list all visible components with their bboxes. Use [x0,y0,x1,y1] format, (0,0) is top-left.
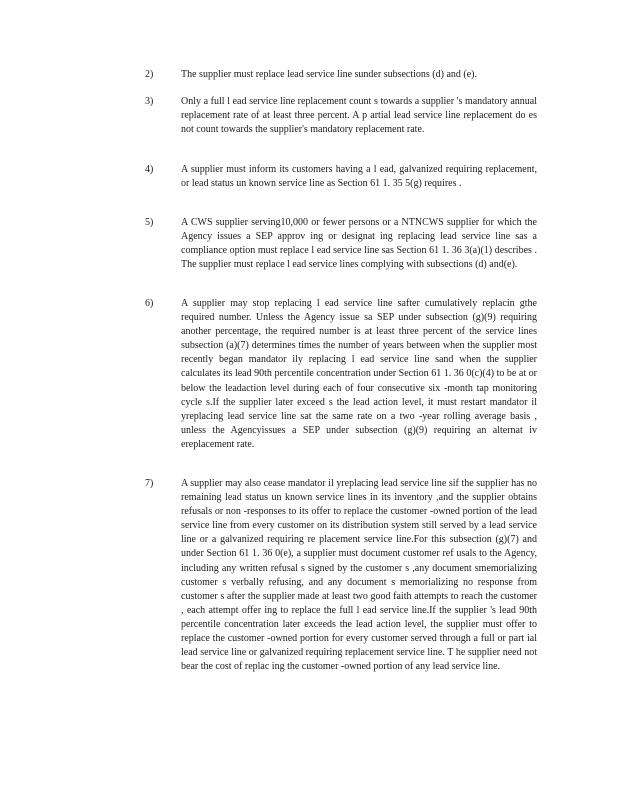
list-item-7 [145,477,545,674]
item-text: A supplier must inform its customers having a l ead, galvanized requiring replacement, or lead status un known service line as Section 61 1. 35 5(g) requires . [181,164,537,190]
list-item-2 [145,68,545,82]
list-item-6 [145,297,545,452]
item-number: 3) [145,96,154,107]
item-text: Only a full l ead service line replacement count s towards a supplier 's mandatory annual replacement rate of at least three percent. A p artial lead service line replacement do es not count towards the supplier's mandatory replacement rate. [181,96,537,136]
item-number: 6) [145,298,154,309]
item-text: A supplier may also cease mandator il yreplacing lead service line sif the supplier has no remaining lead status un known service lines in its inventory ,and the supplier obtains refusals or non -responses to its offer to replace the customer -owned portion of the lead service line from every customer on its distribution system still served by a lead service line or a galvanized requiring re placement service line.For this subsection (g)(7) and under Section 61 1. 36 0(e), a supplier must document customer ref usals to the Agency, including any written refusal s signed by the customer s ,any document smemorializing customer s verbally refusing, and any document s memorializing no response from customer s after the supplier made at least two good faith attempts to reach the customer , each attempt offer ing to replace the full l ead service line.If the supplier 's lead 90th percentile concentration later exceeds the lead action level, the supplier must offer to replace the customer -owned portion for every customer served through a full or part ial lead service line or galvanized requiring replacement service line. T he supplier need not bear the cost of replac ing the customer -owned portion of any lead service line. [181,478,537,673]
list-item-3 [145,95,545,137]
item-number: 2) [145,69,154,80]
item-number: 7) [145,478,154,489]
list-item-4 [145,163,545,191]
item-text: A CWS supplier serving10,000 or fewer persons or a NTNCWS supplier for which the Agency issues a SEP approv ing or designat ing replacing lead service line sas a compliance option must replace l ead service line sas Section 61 1. 36 3(a)(1) describes . The supplier must replace l ead service lines complying with subsections (d) and(e). [181,217,537,271]
item-number: 5) [145,217,154,228]
item-text: A supplier may stop replacing l ead service line safter cumulatively replacin gthe required number. Unless the Agency issue sa SEP under subsection (g)(9) requiring another percentage, the required number is at least three percent of the service lines subsection (a)(7) determines times the number of years between when the supplier most recently began mandator ily replacing l ead service line sand when the supplier calculates its lead 90th percentile concentration under Section 61 1. 36 0(c)(4) to be at or below the leadaction level during each of four consecutive six -month tap monitoring cycle s.If the supplier later exceed s the lead action level, it must restart mandator il yreplacing lead service line sat the same rate on a two -year rolling average basis , unless the Agencyissues a SEP under subsection (g)(9) requiring an alternat iv ereplacement rate. [181,298,537,450]
item-number: 4) [145,164,154,175]
list-item-5 [145,216,545,272]
item-text: The supplier must replace lead service line sunder subsections (d) and (e). [181,69,478,80]
